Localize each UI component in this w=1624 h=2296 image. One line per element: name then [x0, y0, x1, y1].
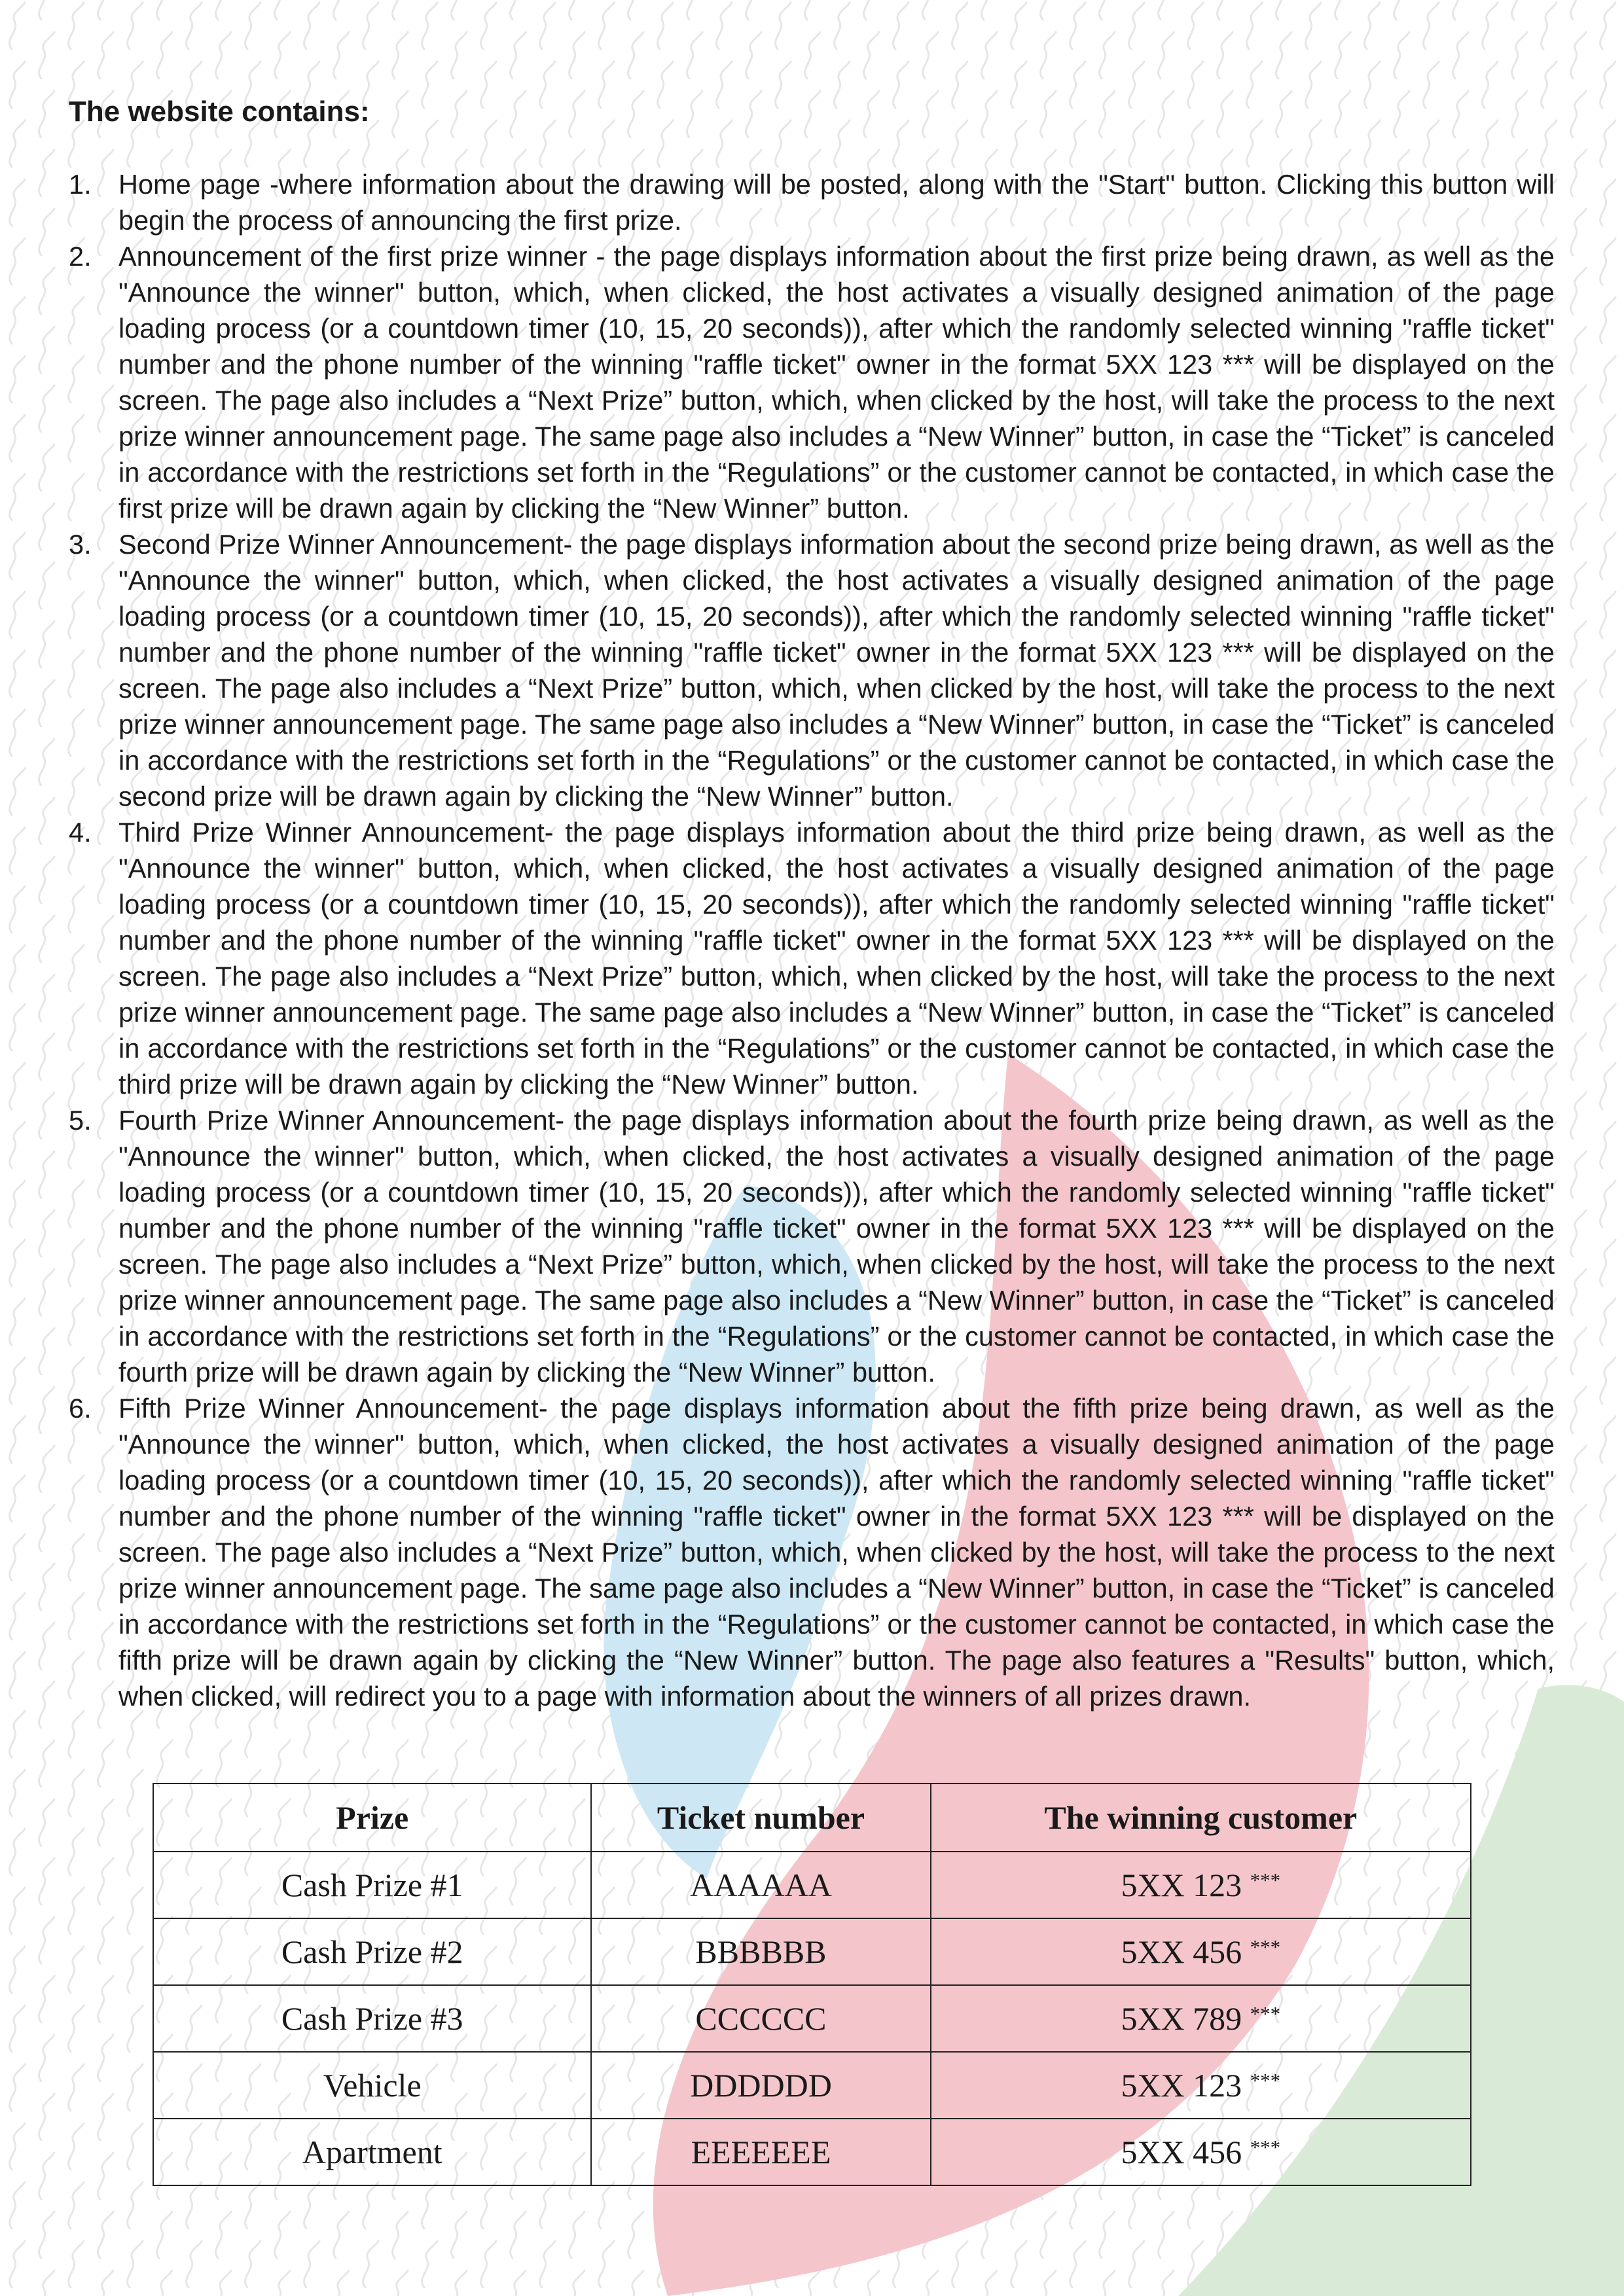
cell-ticket-number: EEEEEEE [591, 2119, 930, 2185]
customer-phone-mask: *** [1250, 2002, 1281, 2026]
cell-ticket-number: BBBBBB [591, 1918, 930, 1985]
customer-phone: 5XX 456 [1121, 2134, 1242, 2170]
winners-table-body [153, 1852, 1471, 2185]
cell-prize: Vehicle [153, 2052, 591, 2119]
cell-winning-customer [931, 2119, 1471, 2185]
list-item-number: 6. [69, 1393, 92, 1424]
list-item-number: 2. [69, 241, 92, 272]
list-item [69, 238, 1555, 526]
cell-winning-customer [931, 1918, 1471, 1985]
list-item [69, 1390, 1555, 1714]
table-row [153, 1985, 1471, 2052]
table-row [153, 1852, 1471, 1918]
customer-phone-mask: *** [1250, 2136, 1281, 2159]
section-heading: The website contains: [69, 96, 370, 128]
cell-winning-customer [931, 2052, 1471, 2119]
cell-prize: Cash Prize #3 [153, 1985, 591, 2052]
list-item [69, 166, 1555, 238]
cell-ticket-number: DDDDDD [591, 2052, 930, 2119]
cell-prize: Apartment [153, 2119, 591, 2185]
table-row [153, 2119, 1471, 2185]
list-item-text: Second Prize Winner Announcement- the page displays information about the second prize being drawn, as well as the "Announce the winner" button, which, when clicked, the host activates a visually designed animation of the page loading process (or a countdown timer (10, 15, 20 seconds)), after which the randomly selected winning "raffle ticket" number and the phone number of the winning "raffle ticket" owner in the format 5XX 123 *** will be displayed on the screen. The page also includes a “Next Prize” button, which, when clicked by the host, will take the process to the next prize winner announcement page. The same page also includes a “New Winner” button, in case the “Ticket” is canceled in accordance with the restrictions set forth in the “Regulations” or the customer cannot be contacted, in which case the second prize will be drawn again by clicking the “New Winner” button. [118, 529, 1555, 812]
list-item-text: Fourth Prize Winner Announcement- the page displays information about the fourth prize being drawn, as well as the "Announce the winner" button, which, when clicked, the host activates a visually designed animation of the page loading process (or a countdown timer (10, 15, 20 seconds)), after which the randomly selected winning "raffle ticket" number and the phone number of the winning "raffle ticket" owner in the format 5XX 123 *** will be displayed on the screen. The page also includes a “Next Prize” button, which, when clicked by the host, will take the process to the next prize winner announcement page. The same page also includes a “New Winner” button, in case the “Ticket” is canceled in accordance with the restrictions set forth in the “Regulations” or the customer cannot be contacted, in which case the fourth prize will be drawn again by clicking the “New Winner” button. [118, 1105, 1555, 1388]
table-row [153, 2052, 1471, 2119]
cell-winning-customer [931, 1852, 1471, 1918]
cell-ticket-number: CCCCCC [591, 1985, 930, 2052]
cell-prize: Cash Prize #1 [153, 1852, 591, 1918]
customer-phone-mask: *** [1250, 1869, 1281, 1892]
list-item-number: 3. [69, 529, 92, 560]
customer-phone-mask: *** [1250, 1935, 1281, 1959]
customer-phone-mask: *** [1250, 2069, 1281, 2092]
header-prize: Prize [153, 1784, 591, 1852]
customer-phone: 5XX 123 [1121, 1867, 1242, 1903]
winners-table [153, 1783, 1471, 2186]
table-header-row [153, 1784, 1471, 1852]
list-item [69, 526, 1555, 814]
table-row [153, 1918, 1471, 1985]
list-item-number: 4. [69, 817, 92, 848]
list-item [69, 1102, 1555, 1390]
customer-phone: 5XX 123 [1121, 2067, 1242, 2104]
list-item [69, 814, 1555, 1102]
cell-ticket-number: AAAAAA [591, 1852, 930, 1918]
customer-phone: 5XX 456 [1121, 1933, 1242, 1970]
header-ticket-number: Ticket number [591, 1784, 930, 1852]
customer-phone: 5XX 789 [1121, 2000, 1242, 2037]
header-winning-customer: The winning customer [931, 1784, 1471, 1852]
list-item-number: 1. [69, 169, 92, 200]
cell-prize: Cash Prize #2 [153, 1918, 591, 1985]
cell-winning-customer [931, 1985, 1471, 2052]
list-item-text: Fifth Prize Winner Announcement- the page displays information about the fifth prize being drawn, as well as the "Announce the winner" button, which, when clicked, the host activates a visually designed animation of the page loading process (or a countdown timer (10, 15, 20 seconds)), after which the randomly selected winning "raffle ticket" number and the phone number of the winning "raffle ticket" owner in the format 5XX 123 *** will be displayed on the screen. The page also includes a “Next Prize” button, which, when clicked by the host, will take the process to the next prize winner announcement page. The same page also includes a “New Winner” button, in case the “Ticket” is canceled in accordance with the restrictions set forth in the “Regulations” or the customer cannot be contacted, in which case the fifth prize will be drawn again by clicking the “New Winner” button. The page also features a "Results" button, which, when clicked, will redirect you to a page with information about the winners of all prizes drawn. [118, 1393, 1555, 1712]
list-item-text: Home page -where information about the drawing will be posted, along with the "Start" button. Clicking this button will begin the process of announcing the first prize. [118, 169, 1555, 236]
feature-list [69, 166, 1555, 1714]
list-item-text: Announcement of the first prize winner - the page displays information about the first prize being drawn, as well as the "Announce the winner" button, which, when clicked, the host activates a visually designed animation of the page loading process (or a countdown timer (10, 15, 20 seconds)), after which the randomly selected winning "raffle ticket" number and the phone number of the winning "raffle ticket" owner in the format 5XX 123 *** will be displayed on the screen. The page also includes a “Next Prize” button, which, when clicked by the host, will take the process to the next prize winner announcement page. The same page also includes a “New Winner” button, in case the “Ticket” is canceled in accordance with the restrictions set forth in the “Regulations” or the customer cannot be contacted, in which case the first prize will be drawn again by clicking the “New Winner” button. [118, 241, 1555, 524]
list-item-number: 5. [69, 1105, 92, 1136]
list-item-text: Third Prize Winner Announcement- the page displays information about the third prize being drawn, as well as the "Announce the winner" button, which, when clicked, the host activates a visually designed animation of the page loading process (or a countdown timer (10, 15, 20 seconds)), after which the randomly selected winning "raffle ticket" number and the phone number of the winning "raffle ticket" owner in the format 5XX 123 *** will be displayed on the screen. The page also includes a “Next Prize” button, which, when clicked by the host, will take the process to the next prize winner announcement page. The same page also includes a “New Winner” button, in case the “Ticket” is canceled in accordance with the restrictions set forth in the “Regulations” or the customer cannot be contacted, in which case the third prize will be drawn again by clicking the “New Winner” button. [118, 817, 1555, 1100]
